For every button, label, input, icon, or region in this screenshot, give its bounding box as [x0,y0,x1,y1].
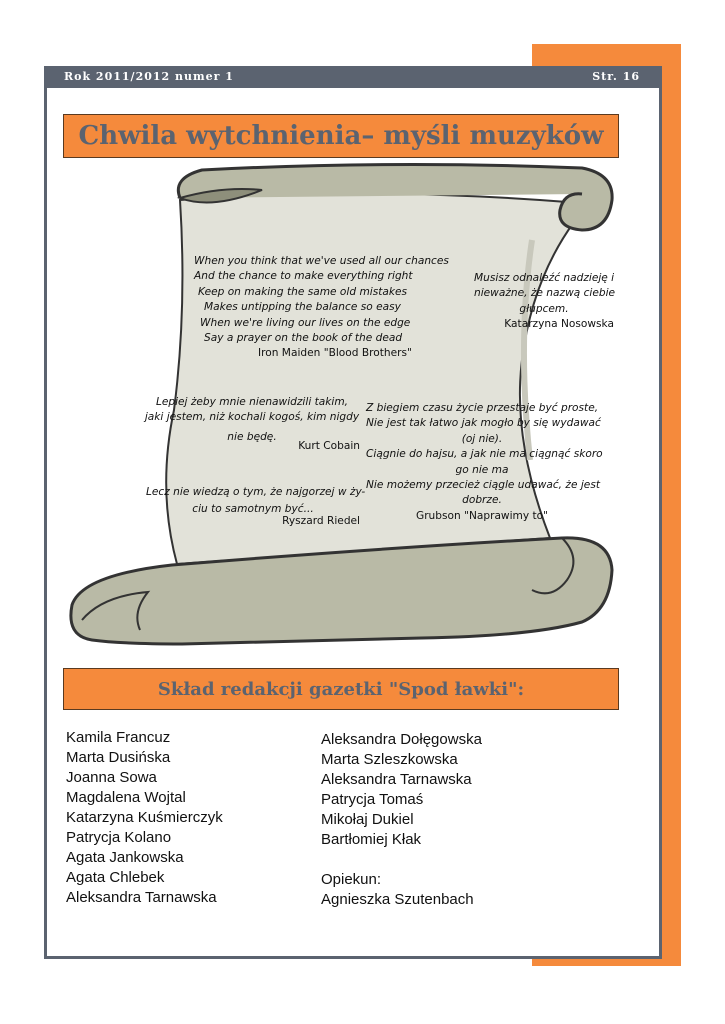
team-member: Magdalena Wojtal [66,789,186,806]
team-member: Aleksandra Tarnawska [66,889,217,906]
team-member: Agata Jankowska [66,849,184,866]
quote-line: Keep on making the same old mistakes [198,285,408,298]
page-number: Str. 16 [592,70,640,83]
quote-line: Lecz nie wiedzą o tym, że najgorzej w ży- [146,486,366,498]
quote-line: And the chance to make everything right [194,270,413,283]
header-bar [44,66,662,88]
issue-label: Rok 2011/2012 numer 1 [64,70,234,83]
quote-line: Z biegiem czasu życie przestaje być proste, [366,402,599,414]
quote-line: When we're living our lives on the edge [200,316,411,329]
team-member: Marta Dusińska [66,749,171,766]
quote-grubson [366,401,603,524]
team-member: Aleksandra Dołęgowska [321,731,482,748]
team-member: Patrycja Kolano [66,829,172,846]
quote-author: Iron Maiden "Blood Brothers" [258,347,412,360]
quote-author: Kurt Cobain [298,440,360,453]
quote-line: Nie możemy przecież ciągle udawać, że jest [366,479,600,492]
quote-line: nieważne, że nazwą ciebie [474,287,616,300]
team-member: Bartłomiej Kłak [321,831,422,848]
team-member: Agata Chlebek [66,869,165,886]
team-member: Marta Szleszkowska [321,751,458,768]
quote-line: go nie ma [455,463,509,476]
quote-riedel [146,485,366,529]
page-title: Chwila wytchnienia– myśli muzyków [63,114,619,158]
quote-author: Ryszard Riedel [282,514,360,527]
quote-line: dobrze. [462,494,502,507]
quote-line: Makes untipping the balance so easy [204,301,401,314]
team-member: Aleksandra Tarnawska [321,771,472,788]
quote-line: Musisz odnaleźć nadzieję i [474,272,615,284]
quote-iron-maiden [194,254,449,362]
supervisor-label: Opiekun: [321,871,382,888]
team-member: Joanna Sowa [66,769,157,786]
quote-line: ciu to samotnym być... [192,503,314,516]
quote-line: Say a prayer on the book of the dead [204,332,403,345]
quote-line: Lepiej żeby mnie nienawidzili takim, [155,396,349,408]
team-member: Katarzyna Kuśmierczyk [66,809,223,826]
quote-author: Katarzyna Nosowska [504,318,614,331]
team-member: Kamila Francuz [66,729,171,746]
quote-cobain [144,395,360,455]
section-title: Skład redakcji gazetki "Spod ławki": [63,668,619,710]
team-list-left [66,728,223,908]
quote-author: Grubson "Naprawimy to" [415,509,549,522]
quote-line: Ciągnie do hajsu, a jak nie ma ciągnąć skoro [366,448,603,461]
quote-line: When you think that we've used all our chances [194,255,449,267]
team-member: Mikołaj Dukiel [321,811,414,828]
quote-line: Nie jest tak łatwo jak mogło by się wydawać [366,417,601,430]
quote-line: nie będę. [227,430,277,443]
team-member: Patrycja Tomaś [321,791,424,808]
quote-line: (oj nie). [461,432,503,445]
supervisor-name: Agnieszka Szutenbach [321,891,474,908]
team-list-right [321,730,482,910]
quote-nosowska [474,271,614,333]
quote-line: głupcem. [519,302,569,315]
quote-line: jaki jestem, niż kochali kogoś, kim nigdy [144,411,360,424]
